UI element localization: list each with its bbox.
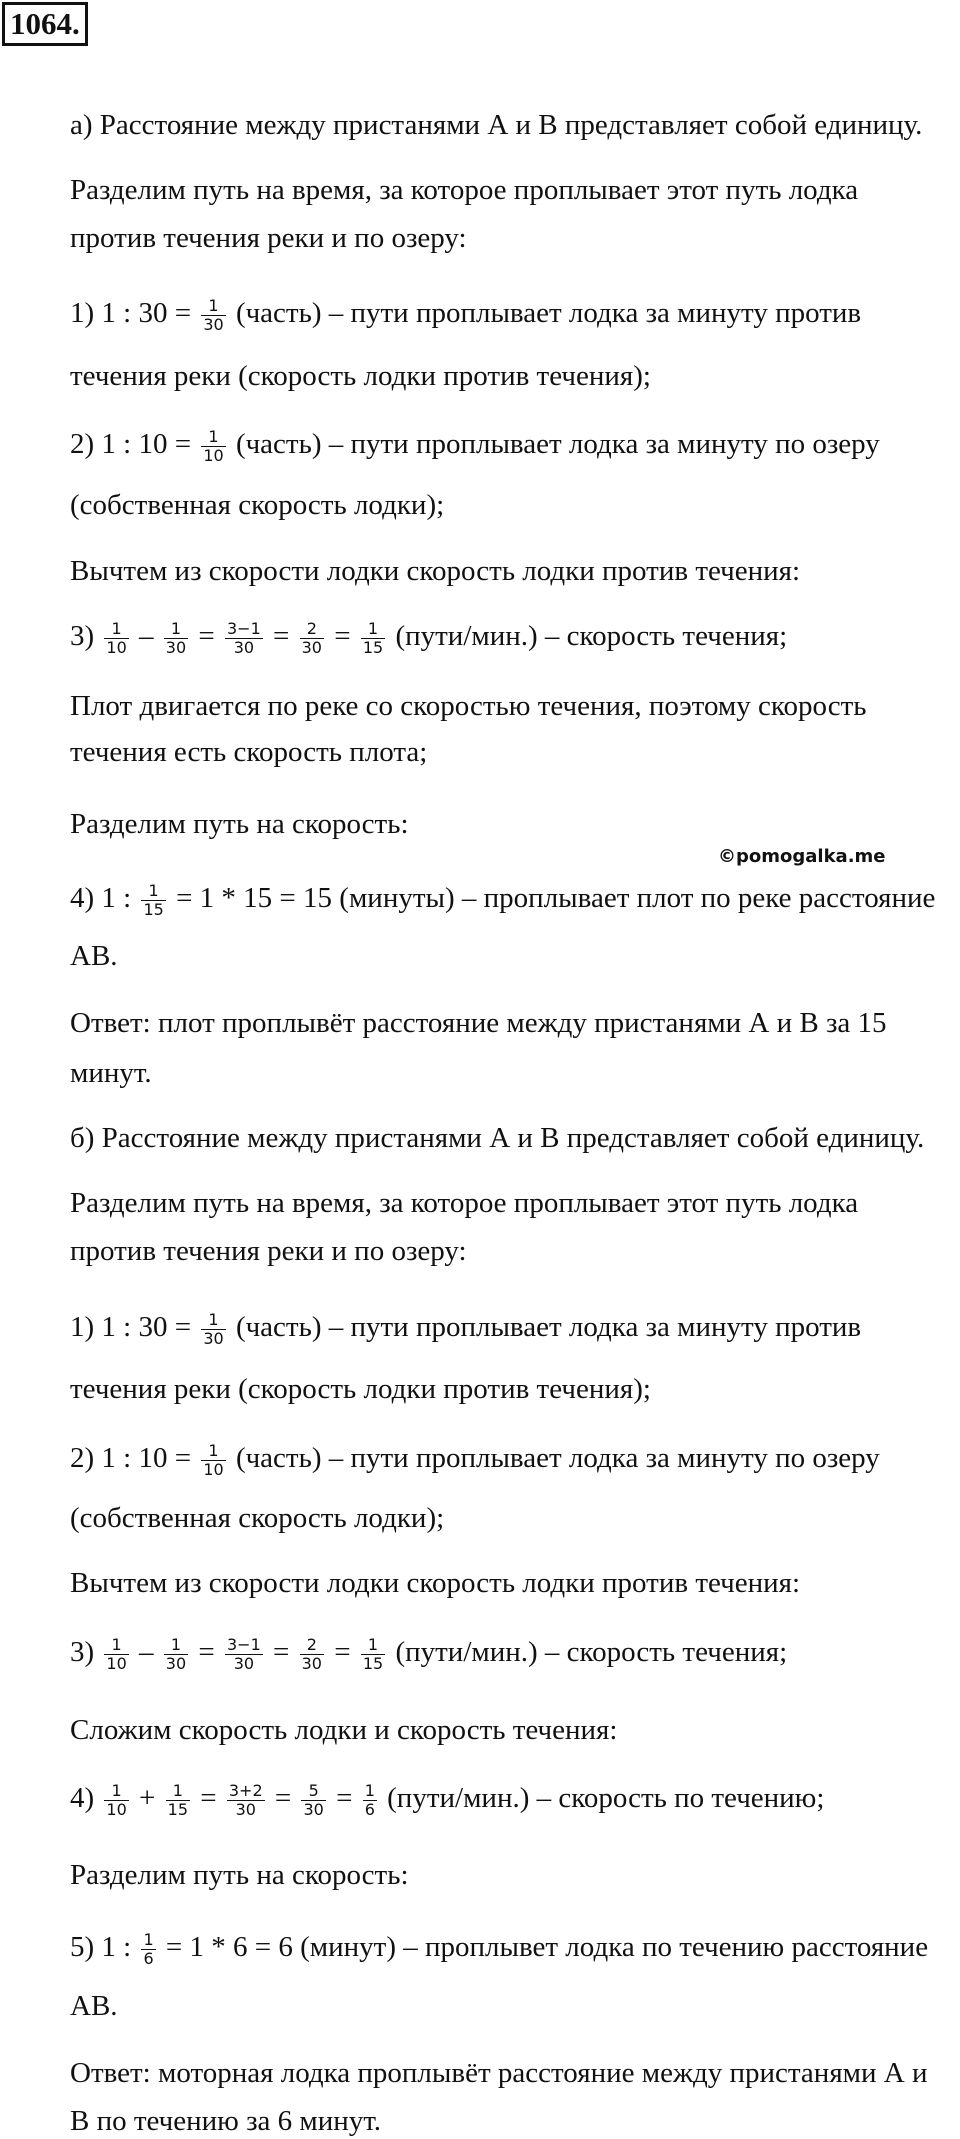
equals-sign: = bbox=[274, 1782, 292, 1814]
equals-sign: = bbox=[334, 1636, 351, 1668]
part-a-text-line: течения реки (скорость лодки против течения); bbox=[70, 360, 651, 392]
step-prefix: 1) 1 : 30 = bbox=[70, 1311, 192, 1343]
step-prefix: 3) bbox=[70, 1636, 95, 1668]
part-b-step-1 bbox=[70, 1309, 861, 1348]
step-prefix: 3) bbox=[70, 620, 95, 652]
part-a-text-line: Разделим путь на скорость: bbox=[70, 808, 409, 840]
fraction bbox=[166, 1782, 190, 1819]
step-prefix: 5) 1 : bbox=[70, 1931, 132, 1963]
fraction-numerator: 3−1 bbox=[227, 618, 261, 638]
step-prefix: 4) 1 : bbox=[70, 882, 132, 914]
fraction bbox=[300, 1636, 324, 1673]
step-text: = 1 * 15 = 15 (минуты) – проплывает плот по реке расстояние bbox=[176, 882, 936, 914]
fraction-denominator: 30 bbox=[303, 1799, 324, 1819]
fraction-denominator: 15 bbox=[362, 637, 384, 657]
fraction bbox=[104, 1782, 128, 1819]
fraction-numerator: 1 bbox=[141, 882, 165, 901]
part-b-answer: В по течению за 6 минут. bbox=[70, 2105, 382, 2137]
fraction bbox=[301, 1782, 325, 1819]
fraction bbox=[201, 428, 225, 465]
part-a-intro: а) Расстояние между пристанями А и В представляет собой единицу. bbox=[70, 109, 923, 141]
part-a-text-line: против течения реки и по озеру: bbox=[70, 222, 467, 254]
fraction-numerator: 1 bbox=[166, 1782, 190, 1801]
fraction-numerator: 1 bbox=[164, 620, 188, 639]
step-text: (часть) – пути проплывает лодка за минуту против bbox=[235, 1311, 862, 1343]
part-b-text-line: Разделим путь на скорость: bbox=[70, 1859, 409, 1891]
part-b-step-4 bbox=[70, 1780, 824, 1819]
part-a-answer: Ответ: плот проплывёт расстояние между пристанями А и В за 15 bbox=[70, 1007, 887, 1039]
fraction-numerator: 1 bbox=[201, 1311, 225, 1330]
fraction bbox=[225, 620, 263, 657]
fraction-denominator: 6 bbox=[364, 1799, 375, 1819]
step-text: = 1 * 6 = 6 (минут) – проплывет лодка по течению расстояние bbox=[165, 1931, 929, 1963]
part-a-step-4 bbox=[70, 880, 935, 919]
fraction-denominator: 30 bbox=[301, 637, 322, 657]
fraction-numerator: 2 bbox=[300, 1636, 324, 1655]
part-b-text-line: против течения реки и по озеру: bbox=[70, 1235, 467, 1267]
equals-sign: = bbox=[334, 620, 351, 652]
part-b-text-line: Разделим путь на время, за которое проплывает этот путь лодка bbox=[70, 1187, 859, 1219]
fraction-denominator: 6 bbox=[143, 1948, 154, 1968]
fraction-denominator: 10 bbox=[203, 1459, 224, 1479]
operator: – bbox=[139, 1636, 154, 1668]
equals-sign: = bbox=[200, 1782, 217, 1814]
watermark: ©pomogalka.me bbox=[718, 846, 886, 867]
fraction-denominator: 15 bbox=[362, 1653, 384, 1673]
step-prefix: 2) 1 : 10 = bbox=[70, 1442, 192, 1474]
fraction-numerator: 1 bbox=[164, 1636, 188, 1655]
fraction bbox=[363, 1782, 377, 1819]
fraction-numerator: 1 bbox=[201, 1442, 225, 1461]
operator: + bbox=[139, 1782, 156, 1814]
part-b-text-line: (собственная скорость лодки); bbox=[70, 1502, 445, 1534]
fraction-numerator: 1 bbox=[104, 1782, 128, 1801]
step-prefix: 1) 1 : 30 = bbox=[70, 297, 192, 329]
part-b-text-line: Вычтем из скорости лодки скорость лодки против течения: bbox=[70, 1567, 801, 1599]
part-a-text-line: (собственная скорость лодки); bbox=[70, 489, 445, 521]
fraction-denominator: 10 bbox=[106, 1799, 127, 1819]
fraction bbox=[201, 297, 225, 334]
fraction-denominator: 10 bbox=[203, 445, 224, 465]
fraction bbox=[104, 620, 128, 657]
fraction-numerator: 1 bbox=[364, 1780, 375, 1800]
fraction-numerator: 1 bbox=[361, 1636, 385, 1655]
fraction-denominator: 10 bbox=[106, 637, 127, 657]
part-b-answer: Ответ: моторная лодка проплывёт расстояние между пристанями А и bbox=[70, 2057, 928, 2089]
equals-sign: = bbox=[336, 1782, 353, 1814]
fraction-numerator: 2 bbox=[300, 620, 324, 639]
part-a-step-3 bbox=[70, 618, 787, 657]
part-b-text-line: Сложим скорость лодки и скорость течения: bbox=[70, 1714, 618, 1746]
equals-sign: = bbox=[273, 620, 290, 652]
fraction-numerator: 1 bbox=[201, 297, 225, 316]
step-text: (часть) – пути проплывает лодка за минуту по озеру bbox=[235, 428, 880, 460]
step-prefix: 2) 1 : 10 = bbox=[70, 428, 192, 460]
fraction bbox=[141, 882, 165, 919]
step-text: (пути/мин.) – скорость течения; bbox=[395, 620, 788, 652]
fraction bbox=[201, 1311, 225, 1348]
part-a-text-line: Плот двигается по реке со скоростью течения, поэтому скорость bbox=[70, 690, 867, 722]
part-b-step-5 bbox=[70, 1929, 928, 1968]
fraction-numerator: 3−1 bbox=[227, 1634, 261, 1654]
fraction-denominator: 15 bbox=[167, 1799, 188, 1819]
fraction-denominator: 30 bbox=[235, 1799, 256, 1819]
fraction-denominator: 10 bbox=[106, 1653, 127, 1673]
step-text: (пути/мин.) – скорость по течению; bbox=[387, 1782, 825, 1814]
fraction bbox=[164, 1636, 188, 1673]
step-prefix: 4) bbox=[70, 1782, 95, 1814]
part-b-step-2 bbox=[70, 1440, 880, 1479]
fraction-numerator: 5 bbox=[301, 1782, 325, 1801]
fraction-denominator: 30 bbox=[301, 1653, 322, 1673]
fraction bbox=[361, 620, 385, 657]
equals-sign: = bbox=[273, 1636, 290, 1668]
fraction-numerator: 1 bbox=[104, 1636, 128, 1655]
fraction-denominator: 30 bbox=[233, 637, 255, 657]
equals-sign: = bbox=[198, 620, 215, 652]
fraction-denominator: 30 bbox=[203, 314, 224, 334]
fraction-denominator: 30 bbox=[165, 637, 187, 657]
fraction-numerator: 1 bbox=[201, 428, 225, 447]
fraction bbox=[141, 1931, 155, 1968]
part-a-answer: минут. bbox=[70, 1057, 152, 1089]
fraction bbox=[361, 1636, 385, 1673]
fraction bbox=[164, 620, 188, 657]
part-a-text-line: течения есть скорость плота; bbox=[70, 736, 428, 768]
part-b-intro: б) Расстояние между пристанями А и В представляет собой единицу. bbox=[70, 1122, 925, 1154]
part-a-text-line: Вычтем из скорости лодки скорость лодки против течения: bbox=[70, 555, 801, 587]
part-a-step-2 bbox=[70, 426, 880, 465]
fraction-numerator: 1 bbox=[104, 620, 128, 639]
fraction-numerator: 1 bbox=[143, 1929, 154, 1949]
part-a-text-line: Разделим путь на время, за которое проплывает этот путь лодка bbox=[70, 174, 859, 206]
fraction-denominator: 30 bbox=[233, 1653, 255, 1673]
fraction-denominator: 30 bbox=[203, 1328, 224, 1348]
fraction bbox=[300, 620, 324, 657]
part-a-text-line: АВ. bbox=[70, 940, 118, 972]
equals-sign: = bbox=[198, 1636, 215, 1668]
fraction-denominator: 30 bbox=[165, 1653, 187, 1673]
step-text: (пути/мин.) – скорость течения; bbox=[395, 1636, 788, 1668]
fraction-numerator: 1 bbox=[361, 620, 385, 639]
fraction-denominator: 15 bbox=[143, 899, 164, 919]
fraction bbox=[104, 1636, 128, 1673]
fraction bbox=[227, 1782, 265, 1819]
part-a-step-1 bbox=[70, 295, 861, 334]
part-b-text-line: течения реки (скорость лодки против течения); bbox=[70, 1373, 651, 1405]
step-text: (часть) – пути проплывает лодка за минуту против bbox=[235, 297, 862, 329]
part-b-step-3 bbox=[70, 1634, 787, 1673]
step-text: (часть) – пути проплывает лодка за минуту по озеру bbox=[235, 1442, 880, 1474]
part-b-text-line: АВ. bbox=[70, 1990, 118, 2022]
operator: – bbox=[139, 620, 154, 652]
fraction bbox=[225, 1636, 263, 1673]
fraction bbox=[201, 1442, 225, 1479]
fraction-numerator: 3+2 bbox=[228, 1780, 263, 1800]
problem-number: 1064. bbox=[2, 2, 88, 46]
